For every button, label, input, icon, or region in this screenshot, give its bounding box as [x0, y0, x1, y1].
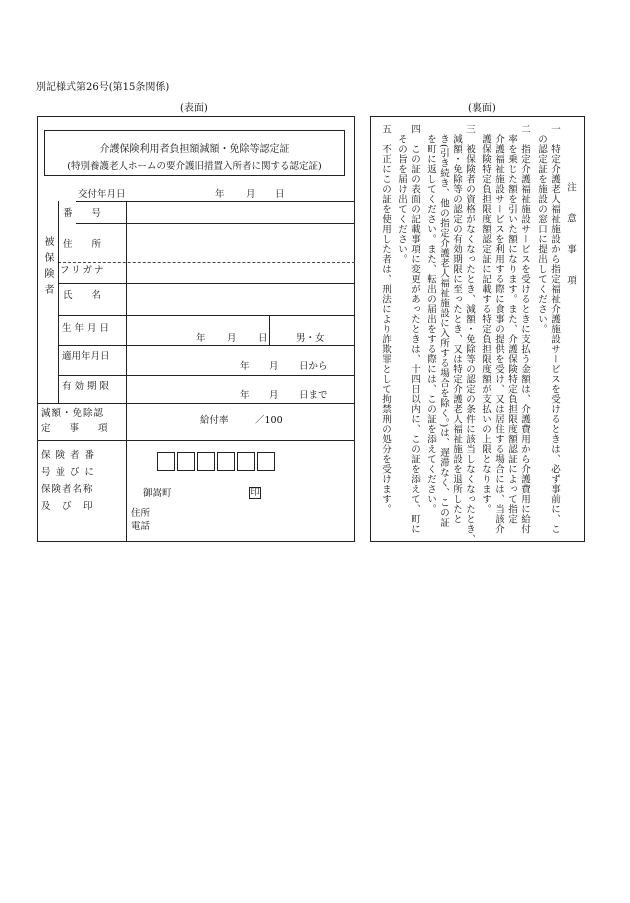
certificate-subtitle: (特別養護老人ホームの要介護旧措置入所者に関する認定証): [67, 161, 322, 172]
insurer-number-box: [197, 452, 215, 471]
reduction-label-line1: 減額・免除認: [41, 408, 105, 419]
issue-month-label: 月: [246, 189, 256, 200]
address-label: 住 所: [63, 239, 102, 250]
effective-date-label: 適用年月日: [62, 351, 110, 362]
insurer-address-label: 住所: [131, 508, 151, 519]
name-label: 氏 名: [63, 290, 102, 301]
birthdate-label: 生 年 月 日: [62, 323, 110, 334]
insurer-phone-label: 電話: [131, 521, 151, 532]
birth-month-label: 月: [227, 333, 237, 344]
certificate-title-box: [44, 130, 345, 176]
note-5-line-1: 五 不正にこの証を使用した者は、刑法により詐欺罪として拘禁刑の処分を受けます。: [380, 124, 391, 514]
note-3-line-3: き(引き続き、他の指定介護老人福祉施設に入所する場合を除く。)は、遅滞なく、この証: [438, 124, 449, 528]
form-number-header: 別記様式第26号(第15条関係): [36, 82, 170, 93]
furigana-label: フリガナ: [60, 265, 106, 276]
benefit-rate-label: 給付率: [200, 415, 229, 426]
expiry-month-label: 月: [269, 390, 279, 401]
issue-year-label: 年: [215, 189, 225, 200]
note-3-line-1: 三 被保険者の資格がなくなったとき、減額・免除等の認定の条件に該当しなくなったとき、: [464, 124, 475, 544]
insurer-number-box: [257, 452, 275, 471]
back-side-label: (裏面): [468, 103, 496, 114]
birth-day-label: 日: [258, 333, 268, 344]
insured-number-label: 番 号: [63, 208, 102, 219]
issue-day-label: 日: [275, 189, 285, 200]
reduction-label-line2: 定 事 項: [41, 423, 108, 434]
insurer-seal: 印: [250, 488, 260, 498]
insurer-number-box: [157, 452, 175, 471]
note-2-line-3: 介護福祉施設サービスを利用する際に食事の提供を受け、又は居住する場合には、当該介: [493, 124, 504, 534]
note-2-line-2: 率を乗じた額を引いた額になります。また、介護保険特定負担限度額認証によって指定: [506, 124, 517, 524]
insurer-number-box: [177, 452, 195, 471]
insurer-number-box: [217, 452, 235, 471]
note-3-line-4: を町に返してください。また、転出の届出をする際には、この証を添えてください。: [425, 124, 436, 514]
note-2-line-4: 護保険特定負担限度額認定証に記載する特定負担限度額が支払いの上限となります。: [480, 124, 491, 514]
benefit-rate-value: ／100: [255, 415, 283, 426]
insurer-label-line1: 保 険 者 番: [41, 450, 96, 461]
note-1-line-2: の認定証を施設の窓口に提出してください。: [536, 124, 547, 334]
expiry-year-label: 年: [240, 390, 250, 401]
insurer-label-line4: 及 び 印: [41, 501, 94, 512]
front-side-label: (表面): [180, 103, 208, 114]
expiry-label: 有 効 期 限: [62, 381, 110, 392]
effective-year-label: 年: [240, 361, 250, 372]
insurer-label-line3: 保険者名称: [41, 484, 94, 495]
note-4-line-1: 四 この証の表面の記載事項に変更があったときは、十四日以内に、この証を添えて、町に: [409, 124, 420, 534]
note-2-line-1: 二 指定介護福祉施設サービスを受けるときに支払う金額は、介護費用から介護費用に給付: [519, 124, 530, 534]
notes-title: 注 意 事 項: [565, 182, 576, 291]
note-3-line-2: 減額・免除等の認定の有効期限に至ったとき、又は特定介護老人福祉施設を退所したと: [451, 124, 462, 524]
insurer-number-box: [237, 452, 255, 471]
insurer-town-name: 御嵩町: [143, 488, 172, 499]
effective-from-label: 日から: [299, 361, 328, 372]
expiry-until-label: 日まで: [299, 390, 328, 401]
effective-month-label: 月: [269, 361, 279, 372]
birth-year-label: 年: [196, 333, 206, 344]
certificate-title: 介護保険利用者負担額減額・免除等認定証: [99, 144, 290, 155]
gender-option: 男・女: [296, 333, 325, 344]
note-4-line-2: その旨を届け出てください。: [396, 124, 407, 264]
insured-person-label: 被保険者: [42, 236, 53, 300]
insurer-label-line2: 号 並 び に: [41, 467, 96, 478]
note-1-line-1: 一 特定介護老人福祉施設から指定福祉介護施設サービスを受けるときは、必ず事前に、こ: [549, 124, 560, 534]
issue-date-label: 交付年月日: [78, 189, 126, 200]
